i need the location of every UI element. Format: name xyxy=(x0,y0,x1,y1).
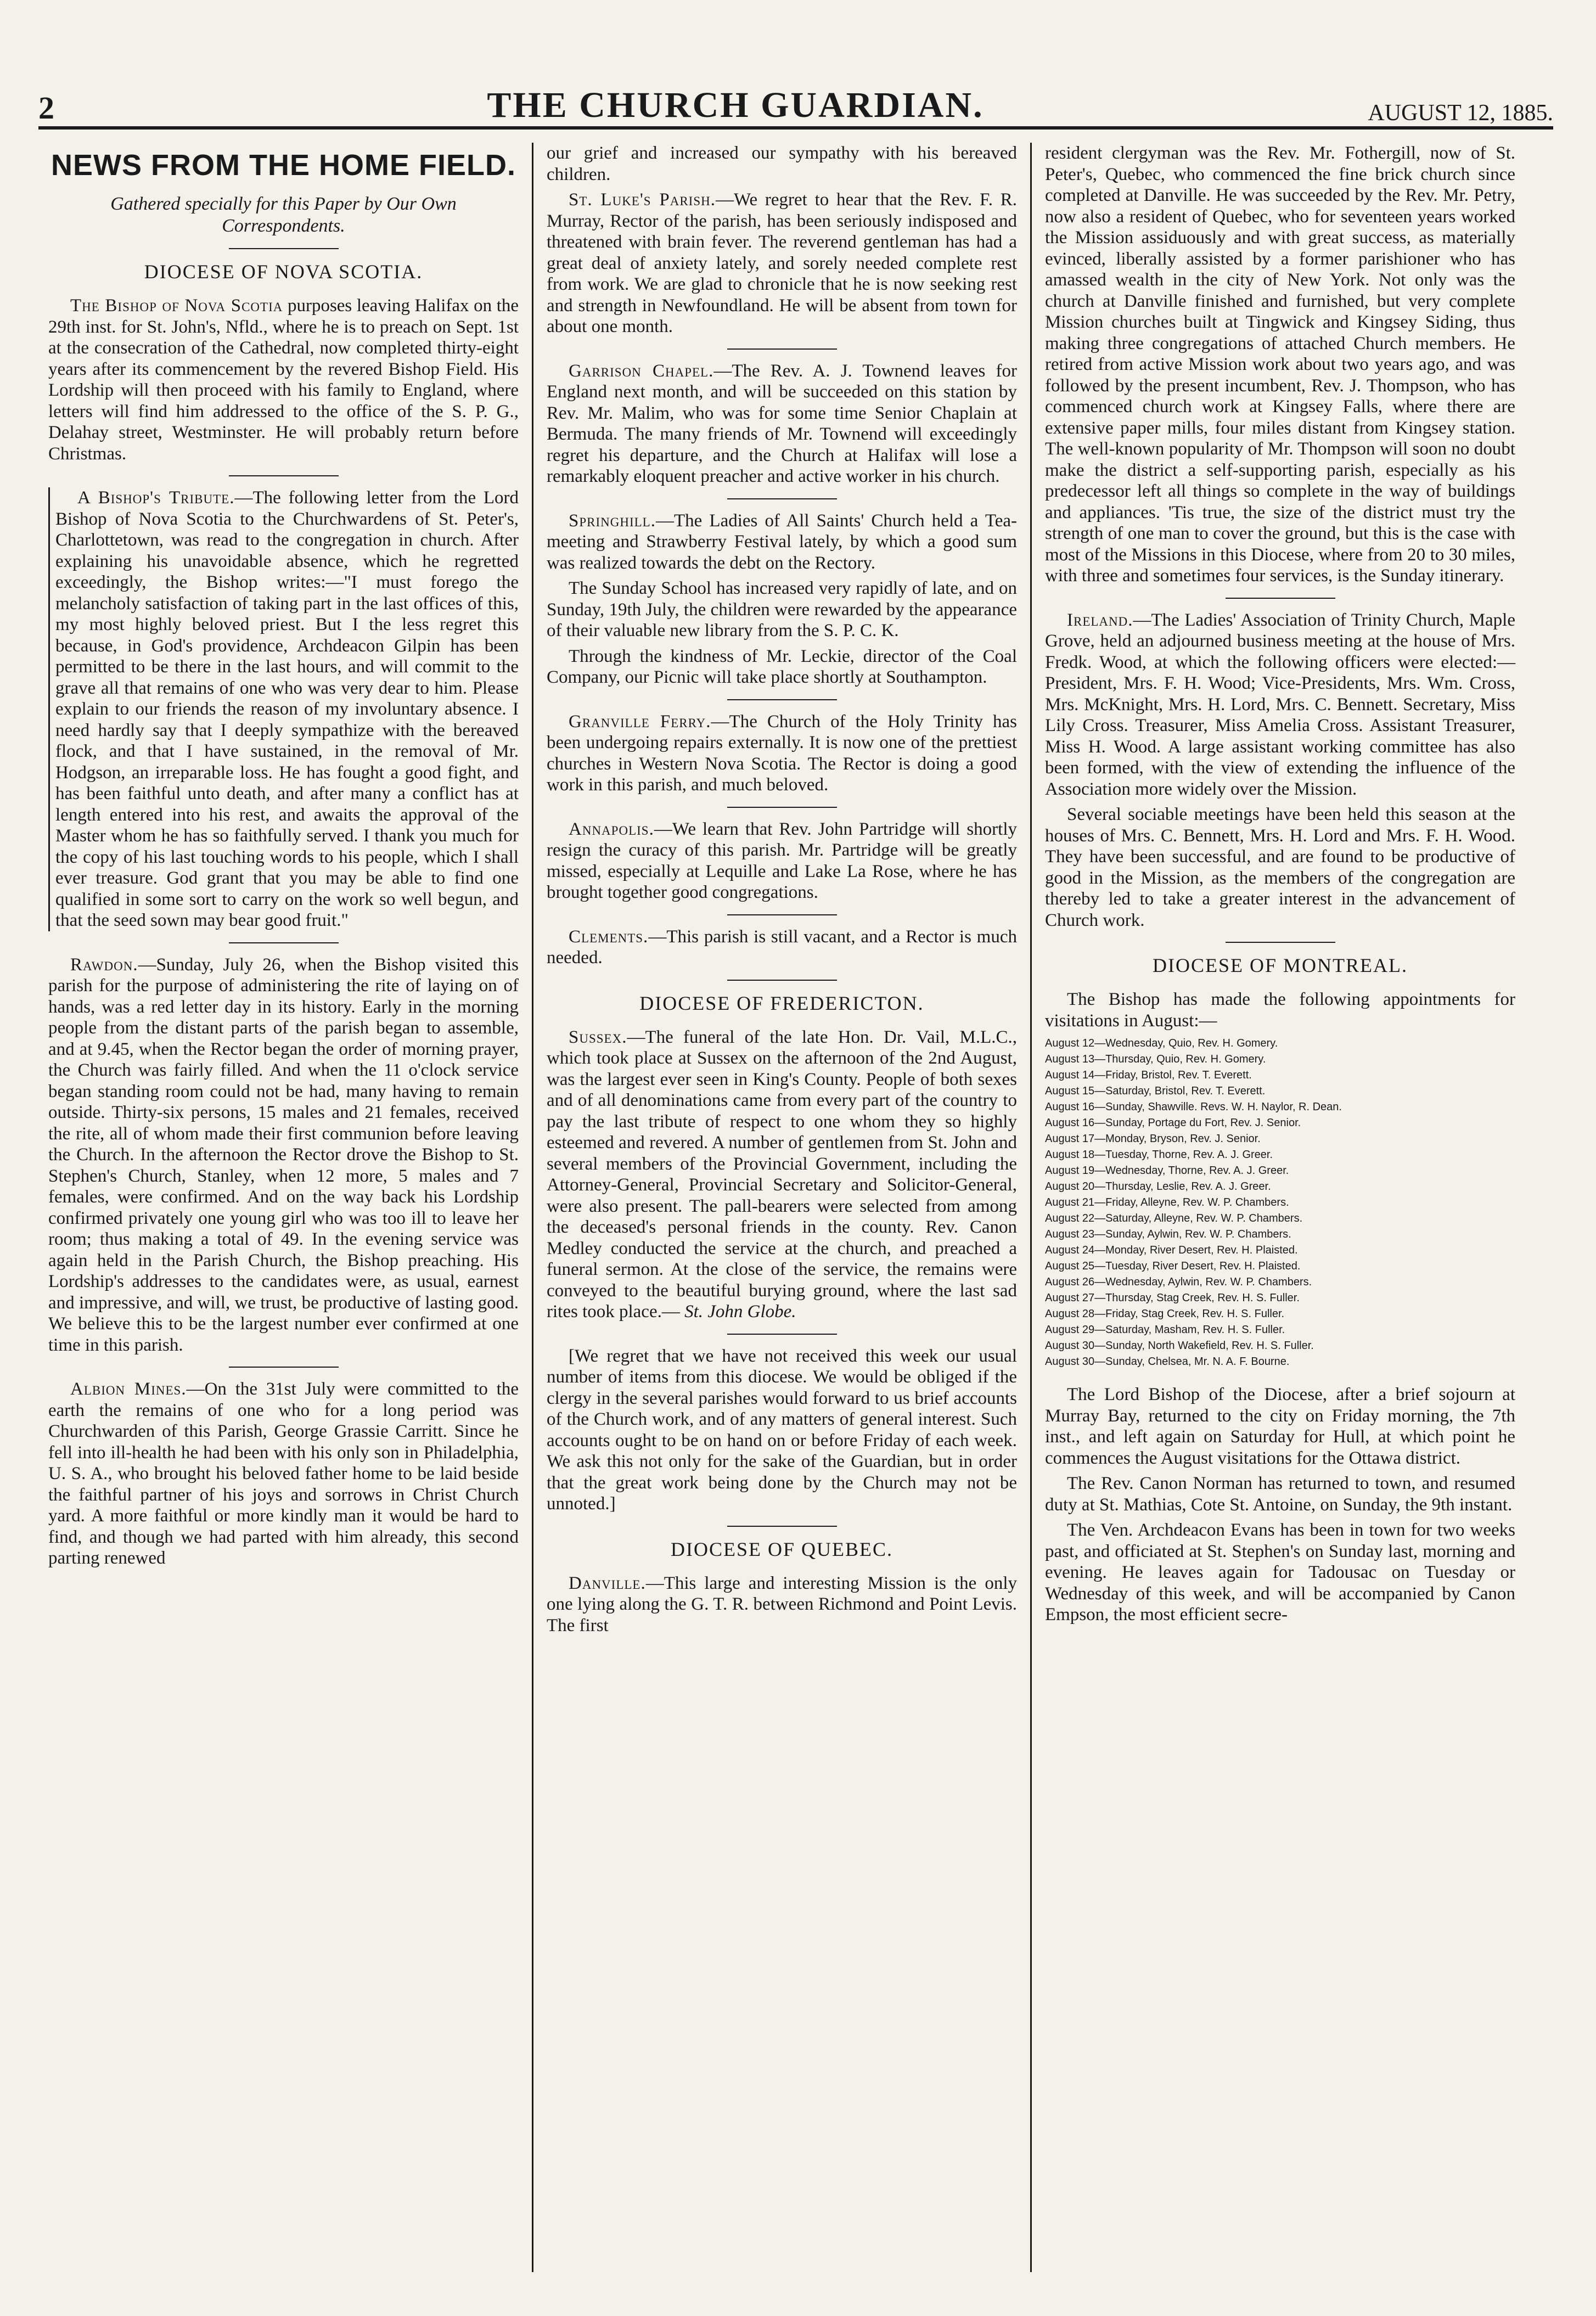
article-springhill xyxy=(547,510,1017,574)
divider xyxy=(727,1526,837,1527)
columns xyxy=(38,143,1553,2272)
divider xyxy=(1226,598,1335,599)
section-headline: NEWS FROM THE HOME FIELD. xyxy=(51,149,516,182)
page-number: 2 xyxy=(38,90,54,126)
article-ireland-2: Several sociable meetings have been held this season at the houses of Mrs. C. Bennett, Mrs. H. Lord and Mrs. F. H. Wood. They have been successful, and are found to be productive of good in the Mission, as the members of the congregation are thereby led to take a greater interest in the advancement of Church work. xyxy=(1045,805,1515,930)
list-item: August 30—Sunday, North Wakefield, Rev. H. S. Fuller. xyxy=(1045,1340,1314,1352)
article-text: —The Church of the Holy Trinity has been undergoing repairs externally. It is now one of the prettiest churches in Western Nova Scotia. The Rector is doing a good work in this parish, and much beloved. xyxy=(547,711,1017,795)
article-lead: The Bishop of Nova Scotia xyxy=(70,296,283,316)
divider xyxy=(229,1367,339,1368)
article-springhill-3: Through the kindness of Mr. Leckie, director of the Coal Company, our Picnic will take place shortly at Southampton. xyxy=(547,646,1017,687)
article-text: —This parish is still vacant, and a Rector is much needed. xyxy=(547,926,1017,968)
list-item: August 13—Thursday, Quio, Rev. H. Gomery. xyxy=(1045,1053,1266,1065)
divider xyxy=(229,475,339,476)
article-ireland xyxy=(1045,610,1515,800)
divider xyxy=(727,498,837,499)
list-item: August 19—Wednesday, Thorne, Rev. A. J. Greer. xyxy=(1045,1165,1289,1177)
article-lead: Annapolis. xyxy=(569,819,654,839)
article-lead: Granville Ferry. xyxy=(569,711,711,732)
article-text: —The Rev. A. J. Townend leaves for England next month, and will be succeeded on this station by Rev. Mr. Malim, who was for some time Senior Chaplain at Bermuda. The many friends of Mr. Townend will exceedingly regret his departure, and the Church at Halifax will lose a remarkably eloquent preacher and active worker in his church. xyxy=(547,361,1017,486)
list-item: August 18—Tuesday, Thorne, Rev. A. J. Greer. xyxy=(1045,1149,1273,1161)
article-granville-ferry xyxy=(547,711,1017,796)
article-continuation: our grief and increased our sympathy with his bereaved children. xyxy=(547,143,1017,184)
article-lead: Garrison Chapel. xyxy=(569,361,714,381)
visitation-list xyxy=(1045,1036,1515,1370)
newspaper-page xyxy=(38,60,1553,2278)
list-item: August 21—Friday, Alleyne, Rev. W. P. Chambers. xyxy=(1045,1196,1289,1208)
list-item: August 16—Sunday, Portage du Fort, Rev. J. Senior. xyxy=(1045,1117,1301,1129)
article-text: —The following letter from the Lord Bishop of Nova Scotia to the Churchwardens of St. Peter's, Charlottetown, was read to the congregation in church. After explaining his unavoidable absence, which he regretted exceedingly, the Bishop writes:—"I must forego the melancholy satisfaction of taking part in the last offices of this, my most highly beloved priest. But I the less regret this because, in God's providence, Archdeacon Gilpin has been permitted to be there in the last hours, and will commit to the grave all that remains of one who was very dear to him. Please explain to our friends the reason of my involuntary absence. I need hardly say that I deeply sympathize with the bereaved flock, and that I have sustained, in the removal of Mr. Hodgson, an irreparable loss. He has fought a good fight, and has been faithful unto death, and after many a conflict has at length entered into his rest, and awaits the approval of the Master whom he has so faithfully served. I thank you much for the copy of his last touching words to his people, which I shall ever treasure. God grant that you may be able to find one qualified in some sort to carry on the work so well begun, and that the seed sown may bear good fruit." xyxy=(55,488,519,930)
article-bishop-of-nova-scotia xyxy=(48,295,519,464)
newspaper-title: THE CHURCH GUARDIAN. xyxy=(487,85,984,125)
masthead xyxy=(38,60,1553,130)
article-bishops-tribute xyxy=(48,487,519,931)
list-item: August 24—Monday, River Desert, Rev. H. Plaisted. xyxy=(1045,1244,1298,1256)
article-lead: St. Luke's Parish. xyxy=(569,190,716,210)
diocese-heading-quebec: DIOCESE OF QUEBEC. xyxy=(670,1538,893,1560)
article-text: —Sunday, July 26, when the Bishop visited this parish for the purpose of administering the rite of laying on of hands, was a red letter day in its history. Early in the morning people from the distant parts of the parish began to assemble, and at 9.45, when the Rector began the order of morning prayer, the Church was fairly filled. And when the 11 o'clock service began standing room could not be had, many having to remain outside. Thirty-six persons, 15 males and 21 females, received the rite, all of whom made their first communion before leaving the Church. In the afternoon the Rector drove the Bishop to St. Stephen's Church, Stanley, when 12 more, 5 males and 7 females, were confirmed. And on the way back his Lordship confirmed privately one young girl who was too ill to leave her room; thus making a total of 49. In the evening service was again held in the Parish Church, the Bishop preaching. His Lordship's addresses to the candidates were, as usual, earnest and impressive, and will, we trust, be productive of lasting good. We believe this to be the largest number ever confirmed at one time in this parish. xyxy=(48,954,519,1355)
column-3 xyxy=(1035,143,1525,2272)
article-springhill-2: The Sunday School has increased very rapidly of late, and on Sunday, 19th July, the children were rewarded by the appearance of their valuable new library from the S. P. C. K. xyxy=(547,578,1017,640)
divider xyxy=(727,699,837,700)
column-2 xyxy=(537,143,1027,2272)
article-lead: Sussex. xyxy=(569,1027,627,1047)
list-item: August 30—Sunday, Chelsea, Mr. N. A. F. Bourne. xyxy=(1045,1356,1290,1368)
article-text: —We learn that Rev. John Partridge will shortly resign the curacy of this parish. Mr. Partridge will be greatly missed, especially at Lequille and Lake La Rose, where he has brought together good congregations. xyxy=(547,819,1017,902)
divider xyxy=(727,348,837,350)
column-rule xyxy=(532,143,533,2272)
issue-date: AUGUST 12, 1885. xyxy=(1368,100,1553,126)
list-item: August 23—Sunday, Aylwin, Rev. W. P. Chambers. xyxy=(1045,1228,1291,1240)
list-item: August 25—Tuesday, River Desert, Rev. H. Plaisted. xyxy=(1045,1260,1301,1272)
list-item: August 29—Saturday, Masham, Rev. H. S. Fuller. xyxy=(1045,1324,1285,1336)
editorial-note: [We regret that we have not received this week our usual number of items from this diocese. We would be obliged if the clergy in the several parishes would forward to us brief accounts of the Church work, and of any matters of general interest. Such accounts ought to be on hand on or before Friday of each week. We ask this not only for the sake of the Guardian, but in order that the great work being done by the Church may not be unnoted.] xyxy=(547,1346,1017,1514)
article-danville xyxy=(547,1573,1017,1637)
diocese-heading-fredericton: DIOCESE OF FREDERICTON. xyxy=(639,992,924,1014)
list-item: August 22—Saturday, Alleyne, Rev. W. P. Chambers. xyxy=(1045,1212,1303,1224)
article-albion-mines xyxy=(48,1379,519,1569)
list-item: August 17—Monday, Bryson, Rev. J. Senior. xyxy=(1045,1133,1261,1145)
divider xyxy=(1226,942,1335,943)
article-lead: Springhill. xyxy=(569,510,656,531)
divider xyxy=(727,980,837,981)
article-lead: Ireland. xyxy=(1067,610,1133,630)
article-archdeacon-evans: The Ven. Archdeacon Evans has been in town for two weeks past, and officiated at St. Stephen's on Sunday last, morning and evening. He leaves again for Tadousac on Tuesday or Wednesday of this week, and will be accompanied by Canon Empson, the most efficient secre- xyxy=(1045,1520,1515,1624)
article-text: —On the 31st July were committed to the earth the remains of one who for a long period was Churchwarden of this Parish, George Grassie Carritt. Since he fell into ill-health he had been with his only son in Philadelphia, U. S. A., who brought his beloved father home to be laid beside the faithful partner of his joys and sorrows in Christ Church yard. A more faithful or more kindly man it would be hard to find, and though we had parted with him already, this second parting renewed xyxy=(48,1379,519,1568)
article-lead: A Bishop's Tribute. xyxy=(77,488,235,508)
article-text: —The funeral of the late Hon. Dr. Vail, M.L.C., which took place at Sussex on the afternoon of the 2nd August, was the largest ever seen in King's County. People of both sexes and of all denominations came from every part of the country to pay the last tribute of respect to one whom they so highly esteemed and revered. A number of gentlemen from St. John and several members of the Provincial Government, including the Attorney-General, Provincial Secretary and Solicitor-General, were also present. The pall-bearers were selected from among the deceased's personal friends in the county. Rev. Canon Medley conducted the service at the church, and preached a funeral sermon. At the close of the service, the remains were conveyed to the beautiful burying ground, where the last sad rites took place.— xyxy=(547,1027,1017,1322)
article-st-lukes-parish xyxy=(547,189,1017,338)
article-lead: Clements. xyxy=(569,926,649,947)
article-text: —We regret to hear that the Rev. F. R. Murray, Rector of the parish, has been seriously indisposed and threatened with brain fever. The reverend gentleman has had a great deal of anxiety lately, and sorely needed complete rest from work. We are glad to chronicle that he is now seeking rest and strength in Newfoundland. He will be absent from town for about one month. xyxy=(547,190,1017,336)
divider xyxy=(229,248,339,249)
article-source: St. John Globe. xyxy=(684,1302,796,1322)
byline: Gathered specially for this Paper by Our Own Correspondents. xyxy=(110,194,457,236)
article-text: —The Ladies of All Saints' Church held a Tea-meeting and Strawberry Festival lately, by which a good sum was realized towards the debt on the Rectory. xyxy=(547,510,1017,573)
list-item: August 28—Friday, Stag Creek, Rev. H. S. Fuller. xyxy=(1045,1308,1285,1320)
article-annapolis xyxy=(547,819,1017,903)
article-canon-norman: The Rev. Canon Norman has returned to town, and resumed duty at St. Mathias, Cote St. Antoine, on Sunday, the 9th instant. xyxy=(1045,1474,1515,1515)
list-item: August 16—Sunday, Shawville. Revs. W. H. Naylor, R. Dean. xyxy=(1045,1101,1342,1113)
list-item: August 15—Saturday, Bristol, Rev. T. Everett. xyxy=(1045,1085,1266,1097)
column-rule xyxy=(1030,143,1032,2272)
article-clements xyxy=(547,926,1017,969)
list-item: August 12—Wednesday, Quio, Rev. H. Gomery. xyxy=(1045,1037,1278,1049)
divider xyxy=(727,914,837,915)
divider xyxy=(727,1334,837,1335)
article-rawdon xyxy=(48,954,519,1356)
article-continuation: resident clergyman was the Rev. Mr. Fothergill, now of St. Peter's, Quebec, who commenced the fine brick church since completed at Danville. He was succeeded by the Rev. Mr. Petry, now also a resident of Quebec, who for seventeen years worked the Mission assiduously and with great success, as materially evinced, liberally assisted by a former parishioner who has amassed wealth in the city of New York. Not only was the church at Danville finished and furnished, but very complete Mission churches built at Tingwick and Kingsey Siding, thus making three congregations of attached Church members. He retired from active Mission work about two years ago, and was followed by the present incumbent, Rev. J. Thompson, who has commenced church work at Kingsey Falls, where there are extensive paper mills, four miles distant from Kingsey station. The well-known popularity of Mr. Thompson will soon no doubt make the district a self-supporting parish, especially as his predecessor left all things so complete in the way of buildings and appliances. 'Tis true, the size of the district must try the strength of one man to cover the ground, but this is the case with most of the Missions in this Diocese, where from 20 to 30 miles, with three and sometimes four services, is the Sunday itinerary. xyxy=(1045,143,1515,586)
article-text: purposes leaving Halifax on the 29th inst. for St. John's, Nfld., where he is to preach on Sept. 1st at the consecration of the Cathedral, now completed thirty-eight years after its commencement by the revered Bishop Field. His Lordship will then proceed with his family to England, where letters will find him addressed to the office of the S. P. G., Delahay street, Westminster. He will probably return before Christmas. xyxy=(48,296,519,464)
column-1 xyxy=(38,143,529,2272)
list-item: August 14—Friday, Bristol, Rev. T. Everett. xyxy=(1045,1069,1252,1081)
article-lord-bishop: The Lord Bishop of the Diocese, after a brief sojourn at Murray Bay, returned to the city on Friday morning, the 7th inst., and left again on Saturday for Hull, at which point he commences the August visitations for the Ottawa district. xyxy=(1045,1385,1515,1468)
article-text: —This large and interesting Mission is the only one lying along the G. T. R. between Richmond and Point Levis. The first xyxy=(547,1573,1017,1635)
list-item: August 26—Wednesday, Aylwin, Rev. W. P. Chambers. xyxy=(1045,1276,1312,1288)
divider xyxy=(229,942,339,943)
article-lead: Rawdon. xyxy=(70,954,138,975)
article-lead: Danville. xyxy=(569,1573,646,1593)
list-item: August 27—Thursday, Stag Creek, Rev. H. S. Fuller. xyxy=(1045,1292,1300,1304)
article-lead: Albion Mines. xyxy=(70,1379,187,1399)
article-garrison-chapel xyxy=(547,361,1017,487)
diocese-heading-nova-scotia: DIOCESE OF NOVA SCOTIA. xyxy=(144,261,423,283)
list-item: August 20—Thursday, Leslie, Rev. A. J. Greer. xyxy=(1045,1181,1271,1193)
diocese-heading-montreal: DIOCESE OF MONTREAL. xyxy=(1152,954,1408,976)
montreal-intro: The Bishop has made the following appointments for visitations in August:— xyxy=(1045,990,1515,1031)
article-text: —The Ladies' Association of Trinity Church, Maple Grove, held an adjourned business meeting at the house of Mrs. Fredk. Wood, at which the following officers were elected:—President, Mrs. F. H. Wood; Vice-Presidents, Mrs. Wm. Cross, Mrs. McKnight, Mrs. H. Lord, Mrs. C. Bennett. Secretary, Miss Lily Cross. Treasurer, Miss Amelia Cross. Assistant Treasurer, Miss H. Wood. A large assistant working committee has also been formed, with the view of extending the influence of the Association more widely over the Mission. xyxy=(1045,610,1515,799)
divider xyxy=(727,807,837,808)
article-sussex xyxy=(547,1027,1017,1323)
